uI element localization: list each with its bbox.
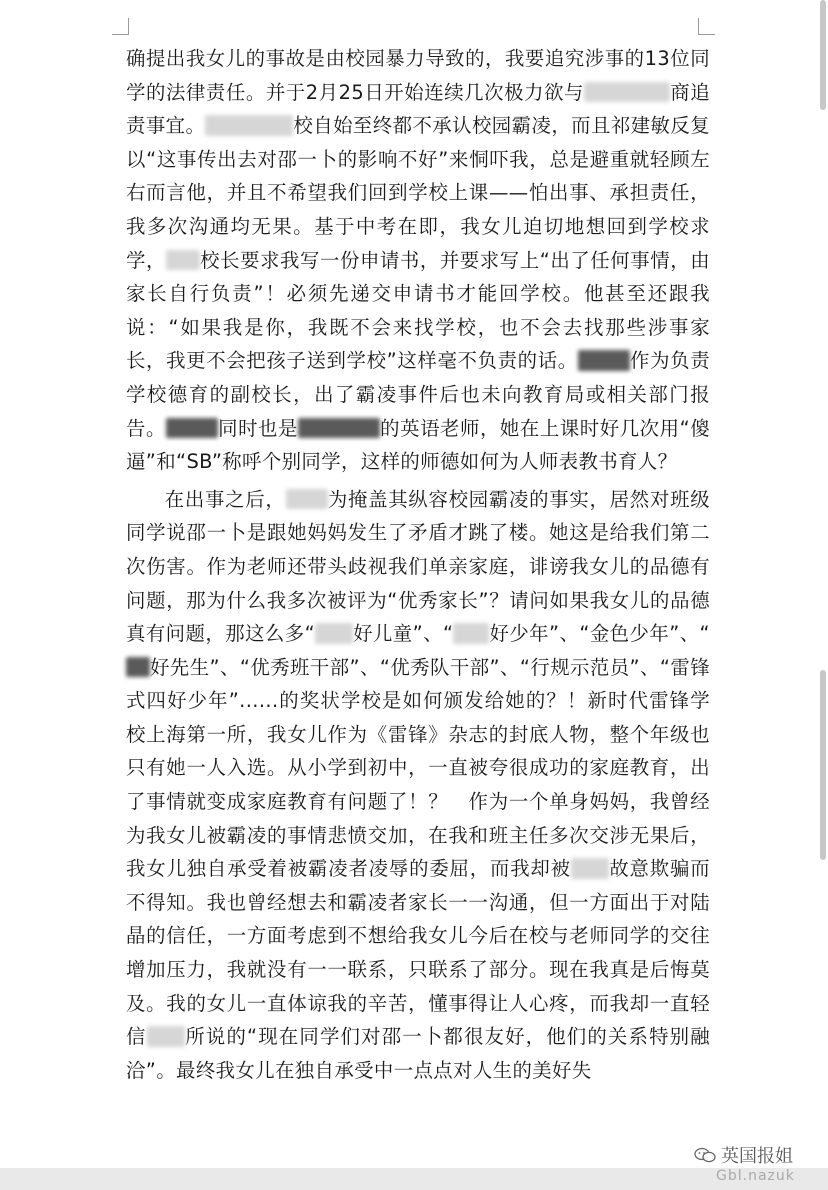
redaction [453,623,489,643]
page-corner-mark-top-left [112,18,129,35]
document-body [126,42,710,1087]
redaction [126,657,150,677]
redaction [166,250,200,270]
redaction [298,418,380,438]
watermark-label: 英国报姐 [721,1146,793,1167]
paragraph-1: 确提出我女儿的事故是由校园暴力导致的，我要追究涉事的13位同学的法律责任。并于2月25日开始连续几次极力欲与 商追责事宜。 校自始至终都不承认校园霸凌，而且祁建敏反复以“这事传出去对邵一卜的影响不好”来恫吓我，总是避重就轻顾左右而言他，并且不希望我们回到学校上课——怕出事、承担责任，我多次沟通均无果。基于中考在即，我女儿迫切地想回到学校求学， 校长要求我写一份申请书，并要求写上“出了任何事情，由家长自行负责”！必须先递交申请书才能回学校。他甚至还跟我说：“如果我是你，我既不会来找学校，也不会去找那些涉事家长，我更不会把孩子送到学校”这样毫不负责的话。 作为负责学校德育的副校长，出了霸凌事件后也未向教育局或相关部门报告。 同时也是 的英语老师，她在上课时好几次用“傻逼”和“SB”称呼个别同学，这样的师德如何为人师表教书育人？ [126,47,710,474]
redaction [578,350,630,370]
redaction [315,623,353,643]
paragraph-2: 在出事之后， 为掩盖其纵容校园霸凌的事实，居然对班级同学说邵一卜是跟她妈妈发生了矛盾才跳了楼。她这是给我们第二次伤害。作为老师还带头歧视我们单亲家庭，诽谤我女儿的品德有问题，那为什么我多次被评为“优秀家长”？请问如果我女儿的品德真有问题，那这么多“ 好儿童”、“ 好少年”、“金色少年”、“好先生”、“优秀班干部”、“优秀队干部”、“行规示范员”、“雷锋式四好少年”......的奖状学校是如何颁发给她的？！新时代雷锋学校上海第一所，我女儿作为《雷锋》杂志的封底人物，整个年级也只有她一人入选。从小学到初中，一直被夸很成功的家庭教育，出了事情就变成家庭教育有问题了！？ 作为一个单身妈妈，我曾经为我女儿被霸凌的事情悲愤交加，在我和班主任多次交涉无果后，我女儿独自承受着被霸凌者凌辱的委屈，而我却被 故意欺骗而不得知。我也曾经想去和霸凌者家长一一沟通，但一方面出于对陆晶的信任，一方面考虑到不想给我女儿今后在校与老师同学的交往增加压力，我就没有一一联系，只联系了部分。现在我真是后悔莫及。我的女儿一直体谅我的辛苦，懂事得让人心疼，而我却一直轻信 所说的“现在同学们对邵一卜都很友好，他们的关系特别融洽”。最终我女儿在独自承受中一点点对人生的美好失 [126,487,711,1082]
watermark [694,1142,793,1168]
page-corner-mark-top-right [698,18,715,35]
wechat-icon [694,1147,716,1163]
redaction [571,858,609,878]
watermark-sub: Gbl.nazuk [716,1168,795,1184]
redaction [286,489,328,509]
scrollbar-thumb[interactable] [820,670,826,860]
redaction [205,115,293,135]
redaction [584,82,670,102]
scrollbar-thumb[interactable] [820,0,826,110]
redaction [166,418,218,438]
bottom-bar [0,1168,828,1190]
redaction [147,1026,185,1046]
